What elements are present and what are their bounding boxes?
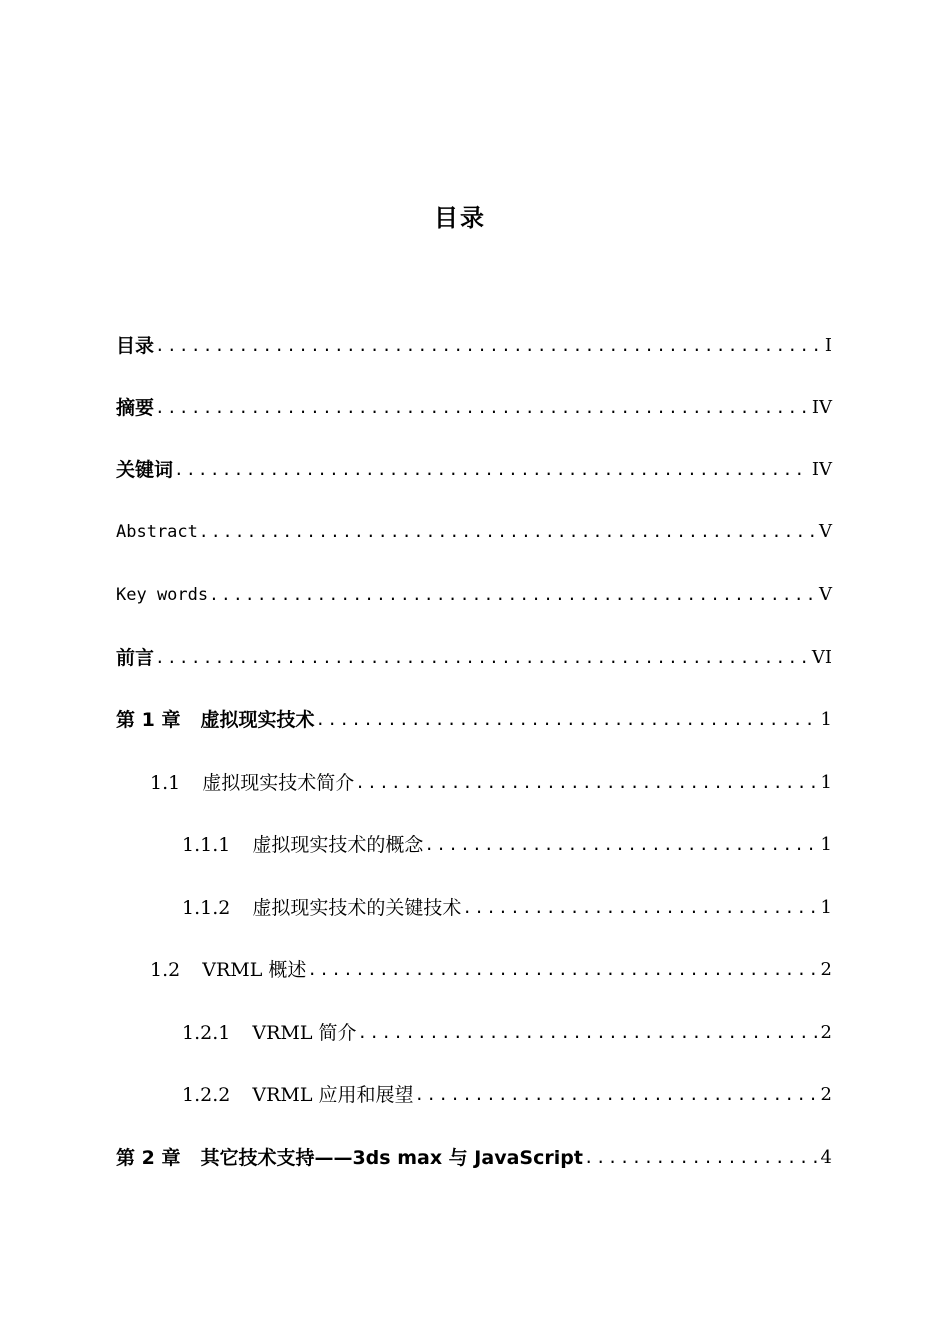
toc-entry-page: V [819,521,832,542]
toc-entry-label: Key words [116,585,209,605]
toc-entry-chapter-1[interactable] [116,702,832,732]
toc-entry-page: 1 [820,772,832,793]
toc-dot-leader [584,1146,817,1170]
toc-entry-toc[interactable] [116,328,832,358]
toc-entry-section-1-2-2[interactable] [182,1077,832,1107]
toc-entry-page: 1 [820,834,832,855]
toc-dot-leader [174,458,808,482]
toc-entry-label: VRML 简介 [252,1022,357,1044]
toc-entry-section-1-1[interactable] [150,765,832,795]
toc-entry-label: 目录 [116,335,155,357]
toc-dot-leader [307,958,816,982]
toc-dot-leader [462,896,816,920]
toc-entry-label: VRML 概述 [202,959,307,981]
toc-entry-number: 第 1 章 [116,709,181,731]
toc-dot-leader [209,583,815,607]
toc-entry-number: 1.1.1 [182,834,231,856]
toc-entry-page: 2 [820,1022,832,1043]
toc-entry-page: V [819,584,832,605]
toc-dot-leader [358,1021,817,1045]
toc-entry-label: 虚拟现实技术的关键技术 [252,897,462,919]
toc-entry-label: 其它技术支持——3ds max 与 JavaScript [200,1147,583,1169]
toc-dot-leader [155,646,808,670]
toc-dot-leader [199,520,815,544]
toc-entry-abstract-en[interactable] [116,514,832,544]
toc-entry-label: 关键词 [116,459,174,481]
toc-entry-label: 摘要 [116,397,155,419]
toc-dot-leader [155,334,821,358]
toc-dot-leader [315,708,816,732]
toc-entry-preface[interactable] [116,640,832,670]
toc-entry-label: 虚拟现实技术 [200,709,315,731]
toc-entry-section-1-2-1[interactable] [182,1015,832,1045]
toc-entry-number: 1.2.2 [182,1084,231,1106]
toc-entry-label: 虚拟现实技术的概念 [252,834,424,856]
toc-entry-page: 1 [820,897,832,918]
toc-entry-section-1-1-2[interactable] [182,890,832,920]
toc-entry-number: 1.1.2 [182,897,231,919]
toc-entry-label: Abstract [116,522,198,542]
toc-entry-page: 1 [820,709,832,730]
toc-dot-leader [415,1083,817,1107]
toc-entry-keywords-cn[interactable] [116,452,832,482]
toc-entry-number: 1.1 [150,772,181,794]
toc-entry-page: IV [811,459,832,480]
toc-entry-label: 前言 [116,647,155,669]
toc-entry-number: 1.2.1 [182,1022,231,1044]
toc-entry-page: I [824,335,832,356]
toc-dot-leader [424,833,816,857]
toc-entry-page: VI [811,647,832,668]
toc-dot-leader [355,771,816,795]
toc-entry-page: 2 [820,1084,832,1105]
toc-entry-page: IV [811,397,832,418]
toc-entry-section-1-1-1[interactable] [182,827,832,857]
toc-entry-section-1-2[interactable] [150,952,832,982]
toc-entry-number: 第 2 章 [116,1147,181,1169]
toc-entry-page: 2 [820,959,832,980]
toc-entry-label: 虚拟现实技术简介 [202,772,355,794]
toc-entry-page: 4 [820,1147,832,1168]
toc-entry-abstract-cn[interactable] [116,390,832,420]
toc-entry-keywords-en[interactable] [116,577,832,607]
toc-entry-chapter-2[interactable] [116,1140,832,1170]
toc-entry-label: VRML 应用和展望 [252,1084,414,1106]
toc-entry-number: 1.2 [150,959,181,981]
toc-dot-leader [155,396,808,420]
page-title: 目录 [434,204,486,232]
